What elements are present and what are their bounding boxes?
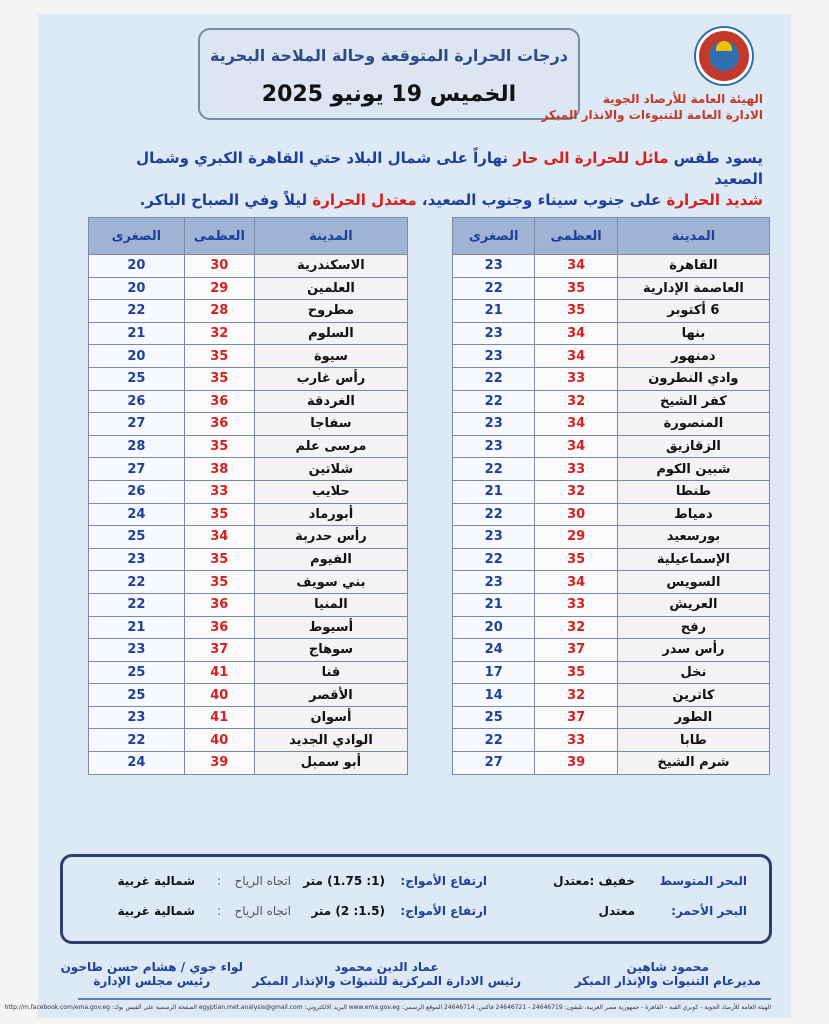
city-cell: نخل — [617, 661, 769, 684]
city-cell: حلايب — [254, 480, 407, 503]
summary-highlight: معتدل الحرارة — [312, 191, 417, 209]
min-temp-cell: 21 — [89, 616, 185, 639]
table-row — [89, 661, 408, 684]
title-box — [198, 28, 580, 120]
max-temp-cell: 28 — [184, 300, 254, 323]
min-temp-cell: 26 — [89, 480, 185, 503]
sea-row-red — [63, 904, 769, 924]
wind-value: شمالية غربية — [117, 904, 195, 918]
min-temp-cell: 21 — [89, 322, 185, 345]
min-temp-cell: 27 — [89, 458, 185, 481]
signature-block — [575, 960, 761, 988]
min-temp-cell: 22 — [453, 458, 535, 481]
table-row — [453, 255, 770, 278]
page-title: درجات الحرارة المتوقعة وحالة الملاحة البحرية — [209, 46, 568, 65]
sea-label: البحر المتوسط — [659, 874, 747, 888]
col-max-header: العظمى — [535, 218, 617, 255]
min-temp-cell: 22 — [89, 729, 185, 752]
table-row — [453, 503, 770, 526]
min-temp-cell: 21 — [453, 300, 535, 323]
summary-part: نهاراً على شمال البلاد حتي القاهرة الكبري وشمال الصعيد — [136, 149, 763, 188]
table-row — [89, 300, 408, 323]
table-row — [453, 684, 770, 707]
city-cell: الزقازيق — [617, 435, 769, 458]
col-city-header: المدينة — [617, 218, 769, 255]
min-temp-cell: 21 — [453, 480, 535, 503]
table-row — [453, 729, 770, 752]
max-temp-cell: 35 — [535, 300, 617, 323]
max-temp-cell: 33 — [535, 458, 617, 481]
sea-state: خفيف :معتدل — [553, 874, 635, 888]
max-temp-cell: 33 — [535, 729, 617, 752]
max-temp-cell: 36 — [184, 593, 254, 616]
min-temp-cell: 25 — [89, 661, 185, 684]
max-temp-cell: 34 — [535, 345, 617, 368]
table-row — [89, 413, 408, 436]
bulletin-date: الخميس 19 يونيو 2025 — [261, 82, 517, 107]
max-temp-cell: 34 — [184, 526, 254, 549]
city-cell: شلاتين — [254, 458, 407, 481]
city-cell: الفيوم — [254, 548, 407, 571]
col-city-header: المدينة — [254, 218, 407, 255]
table-row — [89, 367, 408, 390]
city-cell: رأس سدر — [617, 639, 769, 662]
max-temp-cell: 33 — [535, 593, 617, 616]
min-temp-cell: 25 — [453, 706, 535, 729]
max-temp-cell: 36 — [184, 390, 254, 413]
summary-part: على جنوب سيناء وجنوب الصعيد، — [416, 191, 667, 209]
max-temp-cell: 29 — [535, 526, 617, 549]
min-temp-cell: 23 — [453, 435, 535, 458]
min-temp-cell: 28 — [89, 435, 185, 458]
city-cell: أبو سمبل — [254, 752, 407, 775]
city-cell: الإسماعيلية — [617, 548, 769, 571]
sea-label: البحر الأحمر: — [671, 904, 747, 918]
max-temp-cell: 34 — [535, 413, 617, 436]
max-temp-cell: 35 — [184, 548, 254, 571]
city-cell: المنصورة — [617, 413, 769, 436]
table-row — [453, 616, 770, 639]
table-row — [453, 593, 770, 616]
sea-row-mediterranean — [63, 874, 769, 894]
max-temp-cell: 39 — [184, 752, 254, 775]
waves-label: ارتفاع الأمواج: — [400, 874, 487, 888]
summary-part: يسود طقس — [668, 149, 763, 167]
min-temp-cell: 21 — [453, 593, 535, 616]
table-row — [89, 255, 408, 278]
min-temp-cell: 23 — [453, 413, 535, 436]
min-temp-cell: 20 — [89, 345, 185, 368]
waves-label: ارتفاع الأمواج: — [400, 904, 487, 918]
table-row — [89, 548, 408, 571]
min-temp-cell: 20 — [89, 255, 185, 278]
summary-highlight: مائل للحرارة الى حار — [513, 149, 669, 167]
city-cell: طابا — [617, 729, 769, 752]
table-row — [89, 639, 408, 662]
max-temp-cell: 38 — [184, 458, 254, 481]
signer-name: عماد الدين محمود — [334, 960, 439, 974]
table-row — [453, 413, 770, 436]
sea-state: معتدل — [598, 904, 635, 918]
city-cell: شبين الكوم — [617, 458, 769, 481]
max-temp-cell: 39 — [535, 752, 617, 775]
table-row — [453, 480, 770, 503]
wind-separator: : — [216, 874, 221, 888]
city-cell: السويس — [617, 571, 769, 594]
col-max-header: العظمى — [184, 218, 254, 255]
logo-sun-icon — [716, 41, 732, 51]
city-cell: بني سويف — [254, 571, 407, 594]
footer-divider — [78, 998, 771, 1000]
wind-label: اتجاه الرياح — [234, 904, 291, 918]
table-row — [89, 752, 408, 775]
waves-value: (1.5: 2) متر — [311, 904, 385, 918]
min-temp-cell: 23 — [89, 706, 185, 729]
summary-highlight: شديد الحرارة — [666, 191, 763, 209]
table-row — [453, 752, 770, 775]
wind-label: اتجاه الرياح — [234, 874, 291, 888]
signer-role: مديرعام التنبوات والإنذار المبكر — [574, 974, 761, 988]
max-temp-cell: 32 — [535, 390, 617, 413]
max-temp-cell: 32 — [535, 480, 617, 503]
signer-name: محمود شاهين — [626, 960, 709, 974]
waves-value: (1: 1.75) متر — [303, 874, 385, 888]
city-cell: دمنهور — [617, 345, 769, 368]
table-row — [89, 729, 408, 752]
signature-block — [252, 960, 521, 988]
wind-separator: : — [216, 904, 221, 918]
table-row — [453, 435, 770, 458]
min-temp-cell: 23 — [453, 526, 535, 549]
max-temp-cell: 32 — [535, 684, 617, 707]
min-temp-cell: 20 — [89, 277, 185, 300]
city-cell: شرم الشيخ — [617, 752, 769, 775]
city-cell: الاسكندرية — [254, 255, 407, 278]
max-temp-cell: 30 — [535, 503, 617, 526]
table-row — [453, 367, 770, 390]
min-temp-cell: 22 — [89, 593, 185, 616]
table-row — [89, 345, 408, 368]
city-cell: أسوان — [254, 706, 407, 729]
table-row — [453, 277, 770, 300]
temperature-table-right — [452, 217, 770, 775]
min-temp-cell: 22 — [453, 503, 535, 526]
table-row — [453, 706, 770, 729]
city-cell: طنطا — [617, 480, 769, 503]
max-temp-cell: 35 — [184, 435, 254, 458]
signer-name: لواء جوي / هشام حسن طاحون — [60, 960, 243, 974]
signer-role: رئيس الادارة المركزية للتنبؤات والإنذار المبكر — [252, 974, 521, 988]
city-cell: وادي النطرون — [617, 367, 769, 390]
table-row — [453, 458, 770, 481]
max-temp-cell: 36 — [184, 413, 254, 436]
wind-value: شمالية غربية — [117, 874, 195, 888]
city-cell: المنيا — [254, 593, 407, 616]
city-cell: أبورماد — [254, 503, 407, 526]
col-min-header: الصغرى — [453, 218, 535, 255]
min-temp-cell: 23 — [453, 322, 535, 345]
max-temp-cell: 32 — [535, 616, 617, 639]
ema-logo-icon — [696, 28, 752, 84]
max-temp-cell: 30 — [184, 255, 254, 278]
table-row — [453, 639, 770, 662]
sea-conditions-box — [60, 854, 772, 944]
org-name: الهيئة العامة للأرصاد الجوية — [602, 92, 763, 106]
max-temp-cell: 35 — [184, 571, 254, 594]
city-cell: الغردقة — [254, 390, 407, 413]
city-cell: الطور — [617, 706, 769, 729]
table-row — [453, 345, 770, 368]
city-cell: السلوم — [254, 322, 407, 345]
max-temp-cell: 37 — [184, 639, 254, 662]
max-temp-cell: 33 — [535, 367, 617, 390]
max-temp-cell: 35 — [535, 548, 617, 571]
city-cell: الأقصر — [254, 684, 407, 707]
min-temp-cell: 22 — [89, 300, 185, 323]
city-cell: كفر الشيخ — [617, 390, 769, 413]
min-temp-cell: 26 — [89, 390, 185, 413]
temperature-table-left — [88, 217, 408, 775]
max-temp-cell: 34 — [535, 571, 617, 594]
col-min-header: الصغرى — [89, 218, 185, 255]
city-cell: كاترين — [617, 684, 769, 707]
city-cell: قنا — [254, 661, 407, 684]
max-temp-cell: 35 — [535, 277, 617, 300]
max-temp-cell: 40 — [184, 729, 254, 752]
max-temp-cell: 33 — [184, 480, 254, 503]
bulletin-page — [4, 14, 791, 1018]
min-temp-cell: 25 — [89, 684, 185, 707]
min-temp-cell: 25 — [89, 526, 185, 549]
min-temp-cell: 23 — [453, 345, 535, 368]
min-temp-cell: 22 — [453, 729, 535, 752]
max-temp-cell: 34 — [535, 435, 617, 458]
min-temp-cell: 22 — [453, 367, 535, 390]
min-temp-cell: 22 — [453, 390, 535, 413]
city-cell: بورسعيد — [617, 526, 769, 549]
org-department: الادارة العامة للتنبوءات والانذار المبكر — [541, 108, 763, 122]
min-temp-cell: 23 — [89, 639, 185, 662]
min-temp-cell: 27 — [453, 752, 535, 775]
table-row — [453, 390, 770, 413]
table-row — [89, 458, 408, 481]
city-cell: العريش — [617, 593, 769, 616]
table-row — [89, 593, 408, 616]
table-row — [453, 661, 770, 684]
city-cell: سفاجا — [254, 413, 407, 436]
max-temp-cell: 34 — [535, 255, 617, 278]
table-row — [453, 571, 770, 594]
table-row — [89, 480, 408, 503]
table-row — [89, 435, 408, 458]
table-row — [89, 706, 408, 729]
min-temp-cell: 14 — [453, 684, 535, 707]
min-temp-cell: 17 — [453, 661, 535, 684]
city-cell: مرسى علم — [254, 435, 407, 458]
city-cell: بنها — [617, 322, 769, 345]
max-temp-cell: 35 — [184, 345, 254, 368]
city-cell: مطروح — [254, 300, 407, 323]
table-row — [89, 277, 408, 300]
city-cell: الوادي الجديد — [254, 729, 407, 752]
min-temp-cell: 22 — [453, 548, 535, 571]
table-row — [89, 322, 408, 345]
table-row — [89, 616, 408, 639]
weather-summary — [113, 148, 763, 211]
min-temp-cell: 24 — [453, 639, 535, 662]
city-cell: رفح — [617, 616, 769, 639]
signer-role: رئيس مجلس الإدارة — [93, 974, 211, 988]
min-temp-cell: 23 — [89, 548, 185, 571]
table-row — [453, 300, 770, 323]
table-row — [453, 322, 770, 345]
max-temp-cell: 35 — [535, 661, 617, 684]
footer-contact: الهيئة العامة للأرصاد الجوية - كوبري القبة - القاهرة - جمهورية مصر العربية، تليفون: 24646719 - 24646721 فاكس: 24646714 الموقع الرسمي: www.ema.gov.eg البريد الالكتروني: egyptian.met.analysis@gmail.com الصفحة الرسمية على الفيس بوك: http://m.facebook.com/ema.gov.eg — [4, 1004, 771, 1011]
min-temp-cell: 20 — [453, 616, 535, 639]
city-cell: سوهاج — [254, 639, 407, 662]
table-row — [89, 684, 408, 707]
max-temp-cell: 37 — [535, 639, 617, 662]
max-temp-cell: 35 — [184, 367, 254, 390]
city-cell: سيوة — [254, 345, 407, 368]
city-cell: العلمين — [254, 277, 407, 300]
table-row — [89, 390, 408, 413]
max-temp-cell: 41 — [184, 706, 254, 729]
table-row — [89, 571, 408, 594]
city-cell: رأس غارب — [254, 367, 407, 390]
max-temp-cell: 36 — [184, 616, 254, 639]
table-row — [89, 526, 408, 549]
max-temp-cell: 32 — [184, 322, 254, 345]
city-cell: العاصمة الإدارية — [617, 277, 769, 300]
max-temp-cell: 41 — [184, 661, 254, 684]
signature-block — [61, 960, 243, 988]
city-cell: أسيوط — [254, 616, 407, 639]
max-temp-cell: 29 — [184, 277, 254, 300]
max-temp-cell: 34 — [535, 322, 617, 345]
summary-part: ليلاً وفي الصباح الباكر. — [139, 191, 313, 209]
min-temp-cell: 23 — [453, 571, 535, 594]
max-temp-cell: 35 — [184, 503, 254, 526]
min-temp-cell: 27 — [89, 413, 185, 436]
city-cell: دمياط — [617, 503, 769, 526]
min-temp-cell: 22 — [453, 277, 535, 300]
min-temp-cell: 24 — [89, 503, 185, 526]
min-temp-cell: 22 — [89, 571, 185, 594]
city-cell: 6 أكتوبر — [617, 300, 769, 323]
table-row — [453, 548, 770, 571]
max-temp-cell: 37 — [535, 706, 617, 729]
min-temp-cell: 25 — [89, 367, 185, 390]
min-temp-cell: 23 — [453, 255, 535, 278]
city-cell: القاهرة — [617, 255, 769, 278]
max-temp-cell: 40 — [184, 684, 254, 707]
min-temp-cell: 24 — [89, 752, 185, 775]
table-row — [453, 526, 770, 549]
table-row — [89, 503, 408, 526]
city-cell: رأس حدربة — [254, 526, 407, 549]
